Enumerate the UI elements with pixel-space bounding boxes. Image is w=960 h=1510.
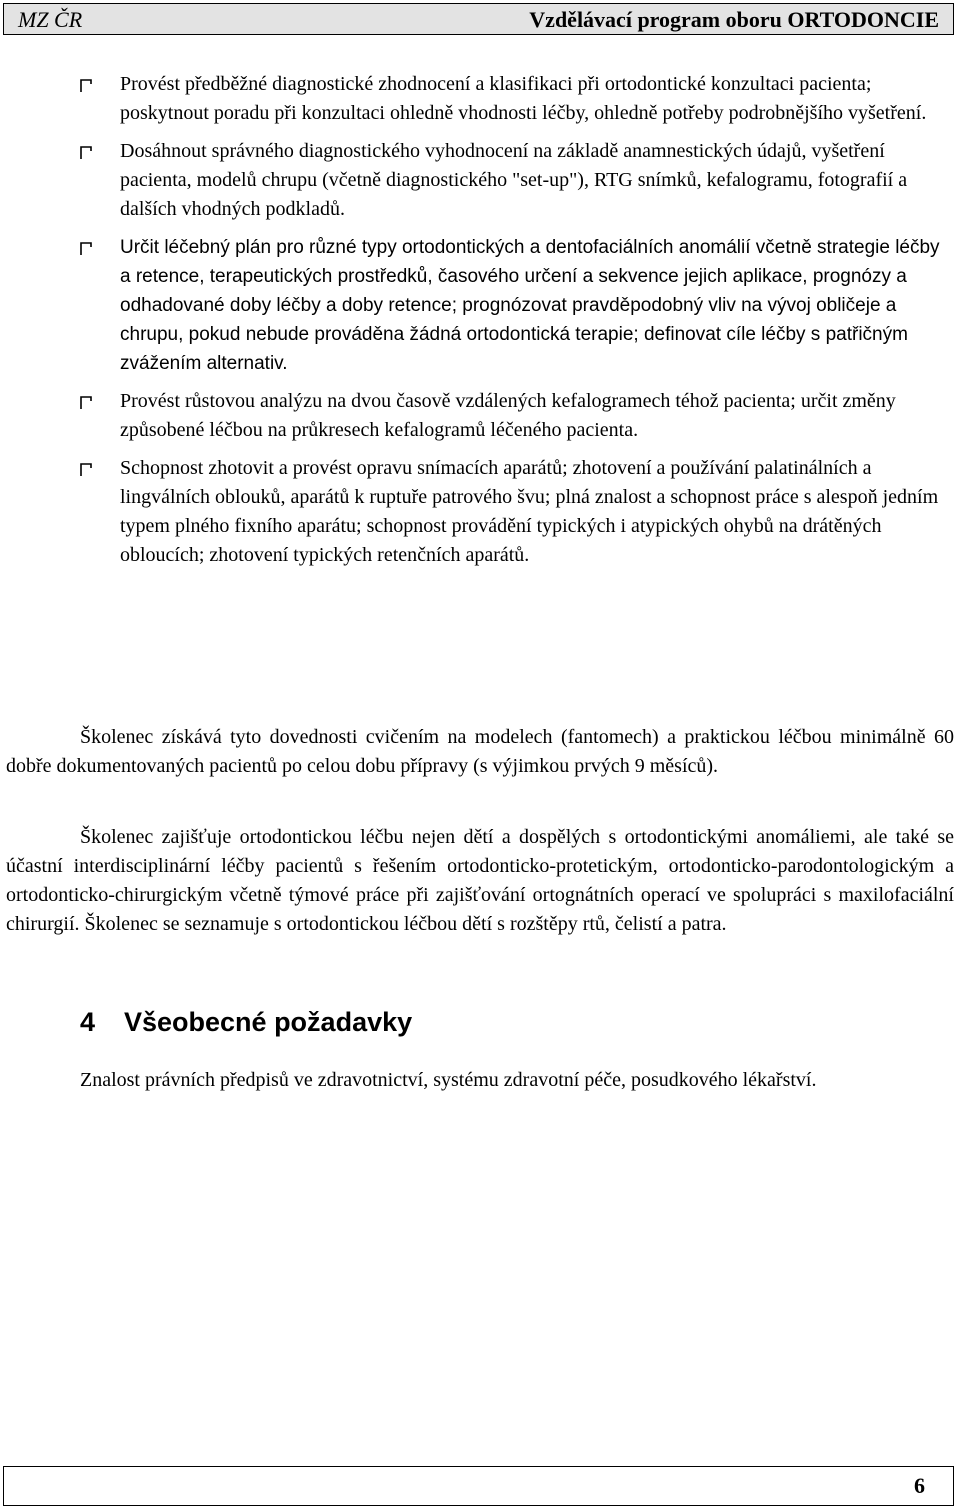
skills-bullet-list — [80, 70, 940, 579]
bullet-text: Provést předběžné diagnostické zhodnocení a klasifikaci při ortodontické konzultaci pacienta; poskytnout poradu při konzultaci ohledně vhodnosti léčby, ohledně potřeby podrobnějšího vyšetření. — [120, 73, 927, 124]
bullet-item — [80, 387, 940, 445]
page-footer — [3, 1466, 954, 1506]
page-number: 6 — [914, 1473, 925, 1498]
bullet-square-icon — [80, 79, 92, 93]
bullet-item — [80, 70, 940, 128]
bullet-text: Schopnost zhotovit a provést opravu snímacích aparátů; zhotovení a používání palatinálních a lingválních oblouků, aparátů k ruptuře patrového švu; plná znalost a schopnost práce s alespoň jedním typem plného fixního aparátu; schopnost provádění typických i atypických ohybů na drátěných obloucích; zhotovení typických retenčních aparátů. — [120, 457, 939, 566]
section-title: Všeobecné požadavky — [124, 1007, 413, 1037]
bullet-square-icon — [80, 396, 92, 410]
paragraph-interdisciplinary: Školenec zajišťuje ortodontickou léčbu nejen dětí a dospělých s ortodontickými anomáliemi, ale také se účastní interdisciplinární léčby pacientů s řešením ortodonticko-protetickým, ortodonticko-parodontologickým a ortodonticko-chirurgickým včetně týmové práce při zajišťování ortognátních operací ve spolupráci s maxilofaciální chirurgií. Školenec se seznamuje s ortodontickou léčbou dětí s rozštěpy rtů, čelistí a patra. — [6, 826, 954, 935]
header-ministry: MZ ČR — [18, 7, 83, 32]
bullet-text: Dosáhnout správného diagnostického vyhodnocení na základě anamnestických údajů, vyšetření pacienta, modelů chrupu (včetně diagnostického "set-up"), RTG snímků, kefalogramu, fotografií a dalších vhodných podkladů. — [120, 140, 908, 220]
paragraph-training-practice: Školenec získává tyto dovednosti cvičením na modelech (fantomech) a praktickou léčbou minimálně 60 dobře dokumentovaných pacientů po celou dobu přípravy (s výjimkou prvých 9 měsíců). — [6, 726, 954, 777]
bullet-square-icon — [80, 146, 92, 160]
section-heading — [80, 1004, 412, 1040]
bullet-square-icon — [80, 242, 92, 256]
header-document-title: Vzdělávací program oboru ORTODONCIE — [529, 7, 939, 32]
bullet-square-icon — [80, 463, 92, 477]
bullet-item — [80, 454, 940, 570]
section-paragraph: Znalost právních předpisů ve zdravotnictví, systému zdravotní péče, posudkového lékařství. — [80, 1069, 817, 1091]
bullet-item — [80, 137, 940, 224]
bullet-text: Určit léčebný plán pro různé typy ortodontických a dentofaciálních anomálií včetně strategie léčby a retence, terapeutických prostředků, časového určení a sekvence jejich aplikace, prognózy a odhadované doby léčby a doby retence; prognózovat pravděpodobný vliv na vývoj obličeje a chrupu, pokud nebude prováděna žádná ortodontická terapie; definovat cíle léčby s patřičným zvážením alternativ. — [120, 237, 940, 374]
section-number: 4 — [80, 1007, 96, 1037]
bullet-text: Provést růstovou analýzu na dvou časově vzdálených kefalogramech téhož pacienta; určit změny způsobené léčbou na průkresech kefalogramů léčeného pacienta. — [120, 390, 896, 441]
page-header — [3, 3, 954, 35]
bullet-item — [80, 233, 940, 378]
